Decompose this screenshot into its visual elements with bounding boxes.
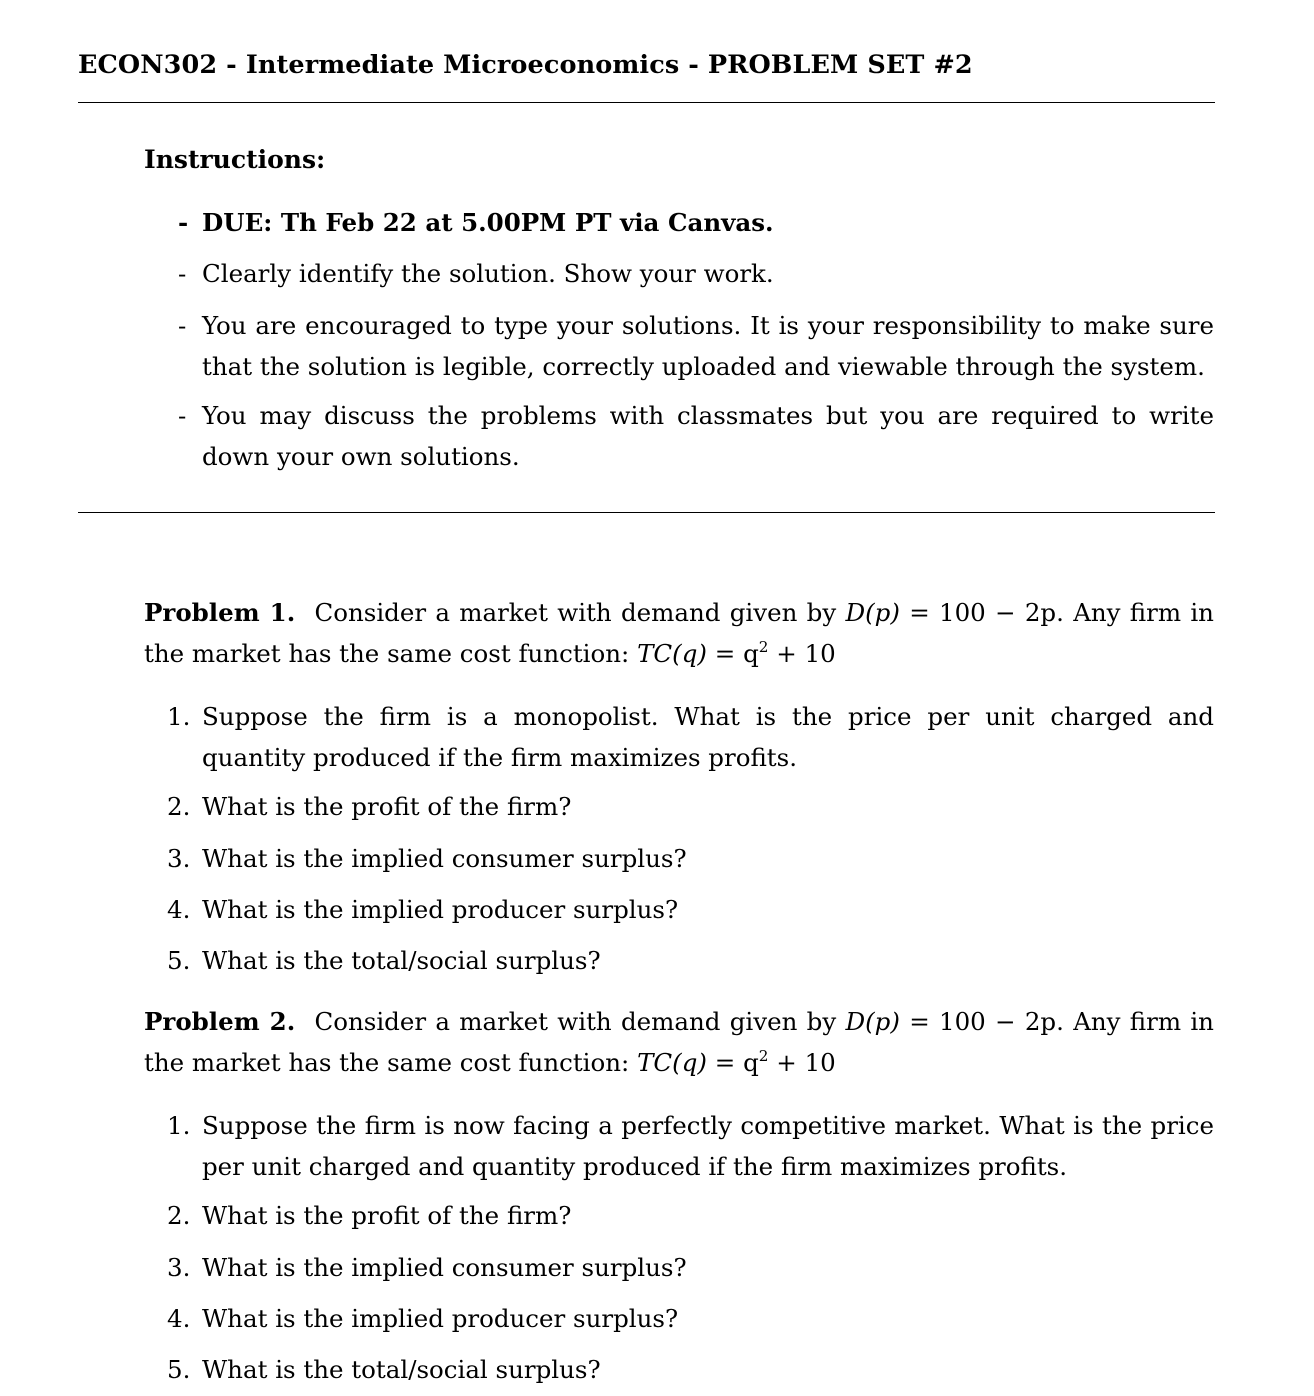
question-number: 2. <box>167 1201 191 1230</box>
header-divider <box>78 102 1215 103</box>
question-text: What is the profit of the firm? <box>202 1201 572 1230</box>
question-text: What is the implied producer surplus? <box>202 895 679 924</box>
problem-1-question <box>167 786 1214 827</box>
question-text: What is the implied consumer surplus? <box>202 1253 687 1282</box>
question-text: Suppose the firm is a monopolist. What is the price per unit charged and quantity produced if the firm maximizes profits. <box>202 702 1214 772</box>
instructions-divider <box>78 512 1215 513</box>
bullet-dash: - <box>178 259 187 288</box>
demand-function: D(p) <box>845 598 900 627</box>
instructions-heading: Instructions: <box>144 145 326 174</box>
problem-2-statement <box>144 1001 1214 1083</box>
problem-intro-2: Any firm in the market has the same cost function: <box>144 598 1214 668</box>
problem-1-question <box>167 696 1214 778</box>
instruction-text: Clearly identify the solution. Show your work. <box>202 259 774 288</box>
problem-1-question <box>167 838 1214 879</box>
problem-2-question <box>167 1349 1214 1390</box>
problem-intro: Consider a market with demand given by <box>314 1007 837 1036</box>
instruction-item <box>178 395 1214 477</box>
cost-constant: + 10 <box>776 639 836 668</box>
cost-constant: + 10 <box>776 1048 836 1077</box>
question-text: What is the implied producer surplus? <box>202 1304 679 1333</box>
instruction-item <box>178 253 1214 294</box>
question-text: Suppose the firm is now facing a perfectly competitive market. What is the price per unit charged and quantity produced if the firm maximizes profits. <box>202 1111 1214 1181</box>
bullet-dash: - <box>178 208 189 237</box>
demand-value: = 100 − 2p. <box>909 1007 1064 1036</box>
problem-intro: Consider a market with demand given by <box>314 598 837 627</box>
question-number: 4. <box>167 1304 191 1333</box>
question-number: 4. <box>167 895 191 924</box>
cost-equation: = q <box>714 639 759 668</box>
question-number: 1. <box>167 1111 191 1140</box>
demand-function: D(p) <box>845 1007 900 1036</box>
question-number: 5. <box>167 1355 191 1384</box>
question-number: 2. <box>167 792 191 821</box>
question-number: 3. <box>167 844 191 873</box>
instruction-text: You are encouraged to type your solutions. It is your responsibility to make sure that the solution is legible, correctly uploaded and viewable through the system. <box>202 311 1214 381</box>
problem-2-question <box>167 1298 1214 1339</box>
page-title: ECON302 - Intermediate Microeconomics - PROBLEM SET #2 <box>78 50 973 80</box>
problem-1-statement <box>144 592 1214 674</box>
question-text: What is the total/social surplus? <box>202 1355 601 1384</box>
problem-1-question <box>167 889 1214 930</box>
bullet-dash: - <box>178 401 187 430</box>
question-text: What is the total/social surplus? <box>202 946 601 975</box>
problem-intro-2: Any firm in the market has the same cost function: <box>144 1007 1214 1077</box>
instruction-item-due <box>178 202 1214 243</box>
problem-label: Problem 2. <box>144 1007 296 1036</box>
problem-2-question <box>167 1105 1214 1187</box>
cost-function: TC(q) <box>637 639 707 668</box>
instruction-item <box>178 305 1214 387</box>
cost-function: TC(q) <box>637 1048 707 1077</box>
demand-value: = 100 − 2p. <box>909 598 1064 627</box>
problem-label: Problem 1. <box>144 598 296 627</box>
cost-equation: = q <box>714 1048 759 1077</box>
question-number: 1. <box>167 702 191 731</box>
cost-exponent: 2 <box>758 638 769 657</box>
instruction-text: You may discuss the problems with classmates but you are required to write down your own solutions. <box>202 401 1214 471</box>
question-text: What is the implied consumer surplus? <box>202 844 687 873</box>
question-number: 3. <box>167 1253 191 1282</box>
instruction-text: DUE: Th Feb 22 at 5.00PM PT via Canvas. <box>202 208 774 237</box>
problem-2-question <box>167 1195 1214 1236</box>
bullet-dash: - <box>178 311 187 340</box>
problem-1-question <box>167 940 1214 981</box>
cost-exponent: 2 <box>758 1047 769 1066</box>
question-text: What is the profit of the firm? <box>202 792 572 821</box>
question-number: 5. <box>167 946 191 975</box>
problem-2-question <box>167 1247 1214 1288</box>
